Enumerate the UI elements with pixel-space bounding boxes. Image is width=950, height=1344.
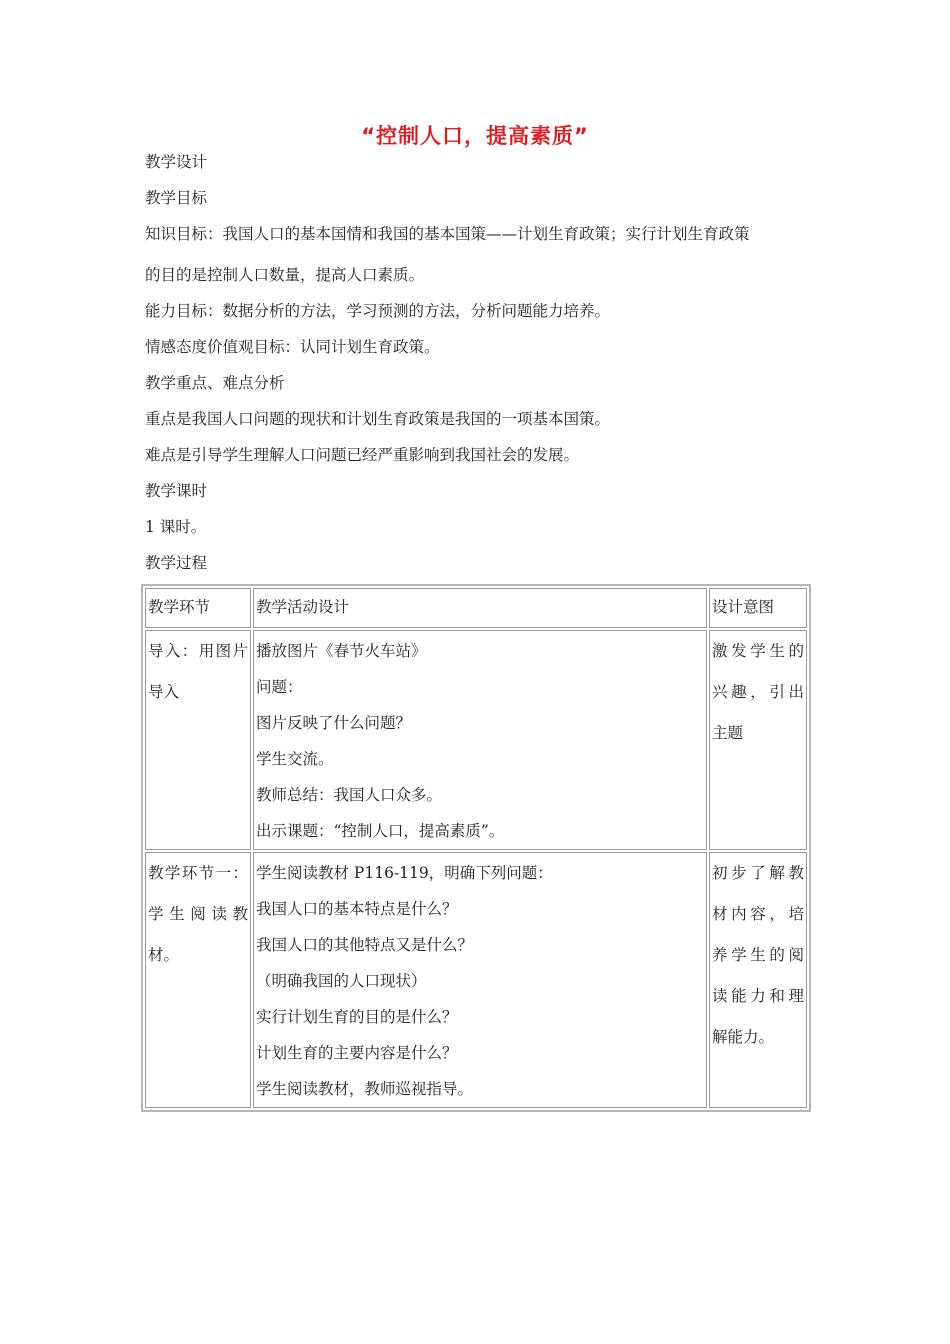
heading-teaching-goals: 教学目标: [145, 189, 208, 207]
activity-line: 我国人口的其他特点又是什么？: [256, 936, 474, 954]
activity-line: 学生交流。: [256, 750, 334, 768]
table-row: [145, 852, 807, 1108]
row-stage-text: 导入：用图片导入: [148, 642, 248, 701]
knowledge-goal-line-2: 的目的是控制人口数量，提高人口素质。: [145, 266, 425, 284]
emotion-goal: 情感态度价值观目标：认同计划生育政策。: [145, 338, 440, 356]
heading-teaching-process: 教学过程: [145, 554, 208, 572]
class-hours-value: 1 课时。: [145, 518, 207, 536]
row-intent-text: 初步了解教材内容，培养学生的阅读能力和理解能力。: [712, 864, 804, 1046]
header-intent: 设计意图: [709, 588, 807, 628]
activity-line: 计划生育的主要内容是什么？: [256, 1044, 458, 1062]
knowledge-goal-line-1: 知识目标：我国人口的基本国情和我国的基本国策——计划生育政策；实行计划生育政策: [145, 225, 750, 243]
heading-key-points: 教学重点、难点分析: [145, 374, 285, 392]
row-activities: [253, 630, 707, 850]
row-activities: [253, 852, 707, 1108]
header-activities: 教学活动设计: [253, 588, 707, 628]
activity-line: 播放图片《春节火车站》: [256, 642, 427, 660]
teaching-process-table: [141, 584, 811, 1112]
table-row: [145, 630, 807, 850]
activity-line: 学生阅读教材 P116-119，明确下列问题：: [256, 864, 553, 882]
row-intent-text: 激发学生的兴趣，引出主题: [712, 642, 804, 742]
activity-line: 学生阅读教材，教师巡视指导。: [256, 1080, 474, 1098]
table-header-row: [145, 588, 807, 628]
heading-class-hours: 教学课时: [145, 482, 208, 500]
activity-line: 教师总结：我国人口众多。: [256, 786, 443, 804]
row-stage: [145, 630, 251, 850]
activity-line: （明确我国的人口现状）: [256, 972, 427, 990]
activity-line: 问题：: [256, 678, 303, 696]
activity-line: 实行计划生育的目的是什么？: [256, 1008, 458, 1026]
ability-goal: 能力目标：数据分析的方法，学习预测的方法，分析问题能力培养。: [145, 302, 611, 320]
row-intent: [709, 630, 807, 850]
row-stage-text: 教学环节一：学生阅读教材。: [148, 864, 248, 964]
header-stage: 教学环节: [145, 588, 251, 628]
row-intent: [709, 852, 807, 1108]
document-title: “控制人口，提高素质”: [361, 124, 589, 148]
row-stage: [145, 852, 251, 1108]
activity-line: 图片反映了什么问题？: [256, 714, 412, 732]
key-point: 重点是我国人口问题的现状和计划生育政策是我国的一项基本国策。: [145, 410, 611, 428]
difficult-point: 难点是引导学生理解人口问题已经严重影响到我国社会的发展。: [145, 446, 580, 464]
activity-line: 我国人口的基本特点是什么？: [256, 900, 458, 918]
heading-teaching-design: 教学设计: [145, 153, 208, 171]
activity-line: 出示课题：“控制人口，提高素质”。: [256, 822, 505, 840]
